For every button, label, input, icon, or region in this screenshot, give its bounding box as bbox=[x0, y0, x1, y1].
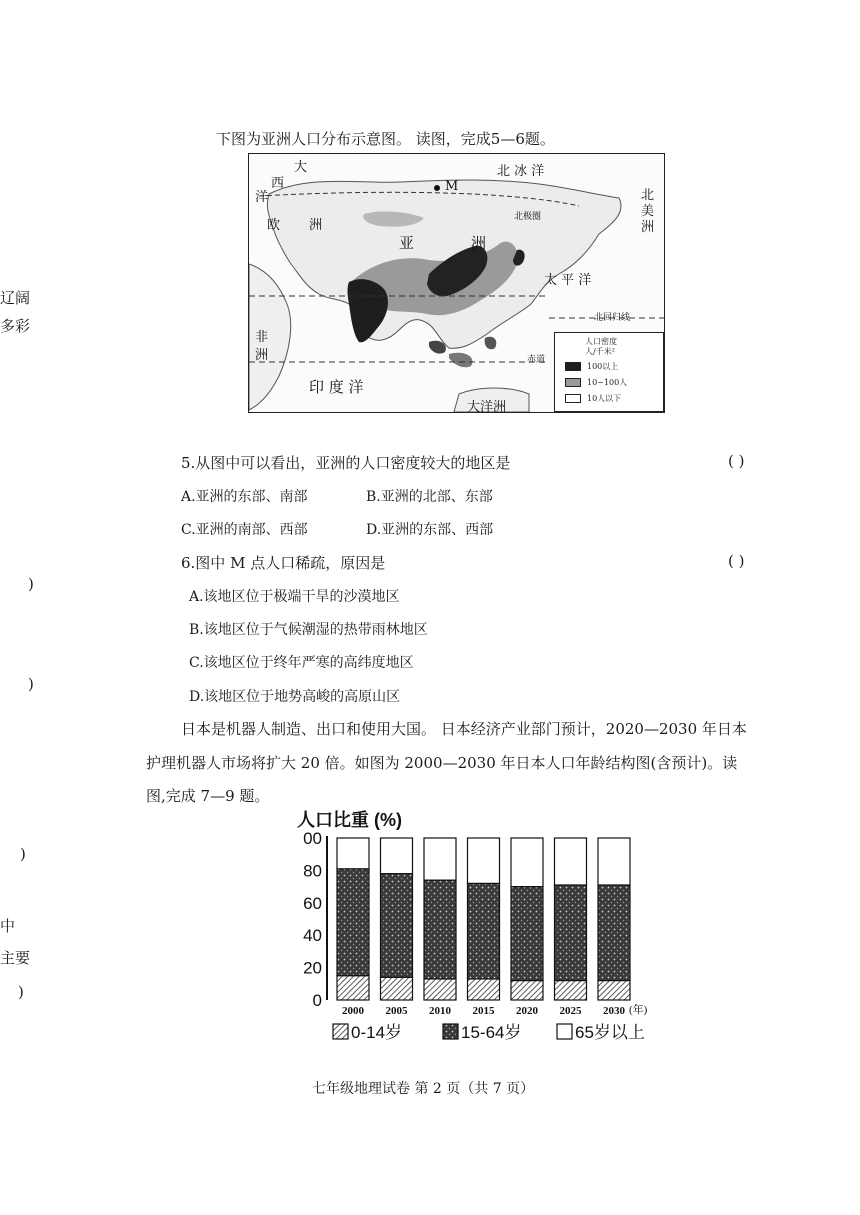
intro-q7-9-line1: 日本是机器人制造、出口和使用大国。 日本经济产业部门预计，2020—2030 年日本 bbox=[181, 720, 747, 738]
q5-stem: 5.从图中可以看出，亚洲的人口密度较大的地区是 bbox=[181, 454, 511, 472]
intro-q7-9-line2: 护理机器人市场将扩大 20 倍。如图为 2000—2030 年日本人口年龄结构图(含预计)。读 bbox=[146, 754, 738, 772]
legend-unit: 人/千米² bbox=[585, 347, 615, 356]
q5-option-b: B.亚洲的北部、东部 bbox=[366, 489, 493, 505]
margin-fragment: 主要 bbox=[0, 949, 31, 967]
bar-segment bbox=[598, 885, 630, 981]
y-tick-label: 00 bbox=[303, 829, 322, 848]
legend-label-high: 100以上 bbox=[587, 362, 619, 371]
x-axis bbox=[342, 1005, 626, 1017]
legend-label: 15-64岁 bbox=[461, 1023, 522, 1042]
chart-legend bbox=[333, 1023, 645, 1042]
x-tick-label: 2025 bbox=[559, 1005, 582, 1017]
q5-option-c: C.亚洲的南部、西部 bbox=[181, 522, 308, 538]
y-tick-label: 20 bbox=[303, 958, 322, 978]
legend-label-mid: 10~100人 bbox=[587, 378, 628, 387]
map-legend bbox=[554, 332, 664, 412]
y-tick-label: 60 bbox=[303, 893, 322, 913]
margin-fragment: 中 bbox=[0, 917, 16, 935]
q6-answer-bracket: ( ) bbox=[728, 552, 745, 570]
map-label-tropic: 北回归线 bbox=[594, 313, 631, 323]
legend-row-mid bbox=[565, 377, 627, 388]
bar-segment bbox=[424, 880, 456, 979]
map-label-m: M bbox=[445, 179, 459, 194]
bar-segment bbox=[337, 976, 369, 1000]
y-axis bbox=[303, 829, 327, 1010]
legend-row-high bbox=[565, 361, 618, 372]
y-tick-label: 80 bbox=[303, 861, 322, 881]
q6-stem: 6.图中 M 点人口稀疏，原因是 bbox=[181, 554, 386, 572]
bar-segment bbox=[555, 838, 587, 885]
map-label-zhou1: 洲 bbox=[309, 218, 323, 233]
map-label-oceania: 大洋洲 bbox=[467, 400, 507, 413]
map-label-pacific: 太 平 洋 bbox=[544, 273, 592, 288]
map-label-zhou3: 洲 bbox=[255, 348, 269, 363]
q5-option-d: D.亚洲的东部、西部 bbox=[366, 522, 494, 538]
chart-title: 人口比重 (%) bbox=[297, 810, 402, 830]
margin-fragment: 辽阔 bbox=[0, 289, 31, 307]
legend-swatch-mid bbox=[565, 378, 581, 387]
map-label-fei: 非 bbox=[255, 330, 269, 345]
bar-segment bbox=[555, 885, 587, 981]
legend-swatch bbox=[333, 1024, 348, 1039]
bar-segment bbox=[468, 979, 500, 1000]
bar-segment bbox=[337, 869, 369, 976]
bar-segment bbox=[598, 981, 630, 1000]
margin-fragment: ) bbox=[18, 983, 24, 1001]
bar-segment bbox=[511, 887, 543, 981]
bar-segment bbox=[381, 977, 413, 1000]
x-tick-label: 2030 bbox=[603, 1005, 625, 1017]
q6-option-c: C.该地区位于终年严寒的高纬度地区 bbox=[189, 655, 414, 671]
q5-answer-bracket: ( ) bbox=[728, 452, 745, 470]
bar-segment bbox=[555, 981, 587, 1000]
asia-population-map bbox=[248, 153, 665, 413]
map-label-mei: 美 bbox=[641, 204, 655, 219]
map-label-xi: 西 bbox=[271, 176, 285, 191]
y-tick-label: 0 bbox=[312, 991, 322, 1010]
legend-swatch-high bbox=[565, 362, 581, 371]
bar-segment bbox=[337, 838, 369, 869]
intro-q5-6: 下图为亚洲人口分布示意图。 读图，完成5—6题。 bbox=[216, 130, 555, 148]
q6-option-b: B.该地区位于气候潮湿的热带雨林地区 bbox=[189, 622, 428, 638]
intro-q7-9-line3: 图,完成 7—9 题。 bbox=[146, 787, 270, 805]
x-tick-label: 2000 bbox=[342, 1005, 364, 1017]
legend-label: 0-14岁 bbox=[351, 1023, 403, 1042]
x-tick-label: 2010 bbox=[429, 1005, 451, 1017]
bars bbox=[337, 838, 630, 1000]
legend-label: 65岁以上 bbox=[575, 1023, 645, 1042]
bar-segment bbox=[468, 883, 500, 979]
legend-row-low bbox=[565, 393, 621, 404]
margin-fragment: 多彩 bbox=[0, 317, 31, 335]
margin-fragment: ) bbox=[28, 675, 34, 693]
bar-segment bbox=[468, 838, 500, 883]
q6-option-d: D.该地区位于地势高峻的高原山区 bbox=[189, 689, 401, 705]
chart-svg bbox=[295, 808, 675, 1048]
bar-segment bbox=[511, 838, 543, 887]
legend-title: 人口密度 bbox=[585, 337, 617, 346]
map-label-zhou2: 洲 bbox=[471, 234, 487, 252]
map-label-zhou4: 洲 bbox=[641, 220, 655, 235]
map-label-equator: 赤道 bbox=[527, 355, 546, 365]
bar-segment bbox=[381, 838, 413, 874]
map-label-da: 大 bbox=[294, 160, 308, 175]
map-label-arctic-circle: 北极圈 bbox=[514, 212, 542, 222]
bar-segment bbox=[381, 874, 413, 978]
map-label-indian-ocean: 印 度 洋 bbox=[309, 378, 364, 396]
page-footer: 七年级地理试卷 第 2 页（共 7 页） bbox=[312, 1081, 535, 1097]
map-label-ou: 欧 bbox=[267, 218, 281, 233]
x-axis-unit: (年) bbox=[629, 1004, 648, 1016]
margin-fragment: ) bbox=[28, 575, 34, 593]
bar-segment bbox=[598, 838, 630, 885]
bar-segment bbox=[511, 981, 543, 1000]
bar-segment bbox=[424, 979, 456, 1000]
map-label-arctic-ocean: 北 冰 洋 bbox=[497, 164, 545, 179]
margin-fragment: ) bbox=[20, 845, 26, 863]
y-tick-label: 40 bbox=[303, 926, 322, 946]
japan-age-structure-chart bbox=[295, 808, 675, 1048]
bar-segment bbox=[424, 838, 456, 880]
x-tick-label: 2015 bbox=[472, 1005, 495, 1017]
x-tick-label: 2020 bbox=[516, 1005, 538, 1017]
q6-option-a: A.该地区位于极端干旱的沙漠地区 bbox=[189, 589, 400, 605]
map-label-ya: 亚 bbox=[399, 234, 415, 252]
legend-swatch bbox=[443, 1024, 458, 1039]
q5-option-a: A.亚洲的东部、南部 bbox=[181, 489, 308, 505]
legend-swatch bbox=[557, 1024, 572, 1039]
map-label-bei: 北 bbox=[641, 188, 655, 203]
map-label-yang: 洋 bbox=[255, 190, 269, 205]
legend-label-low: 10人以下 bbox=[587, 394, 622, 403]
legend-swatch-low bbox=[565, 394, 581, 403]
x-tick-label: 2005 bbox=[385, 1005, 408, 1017]
